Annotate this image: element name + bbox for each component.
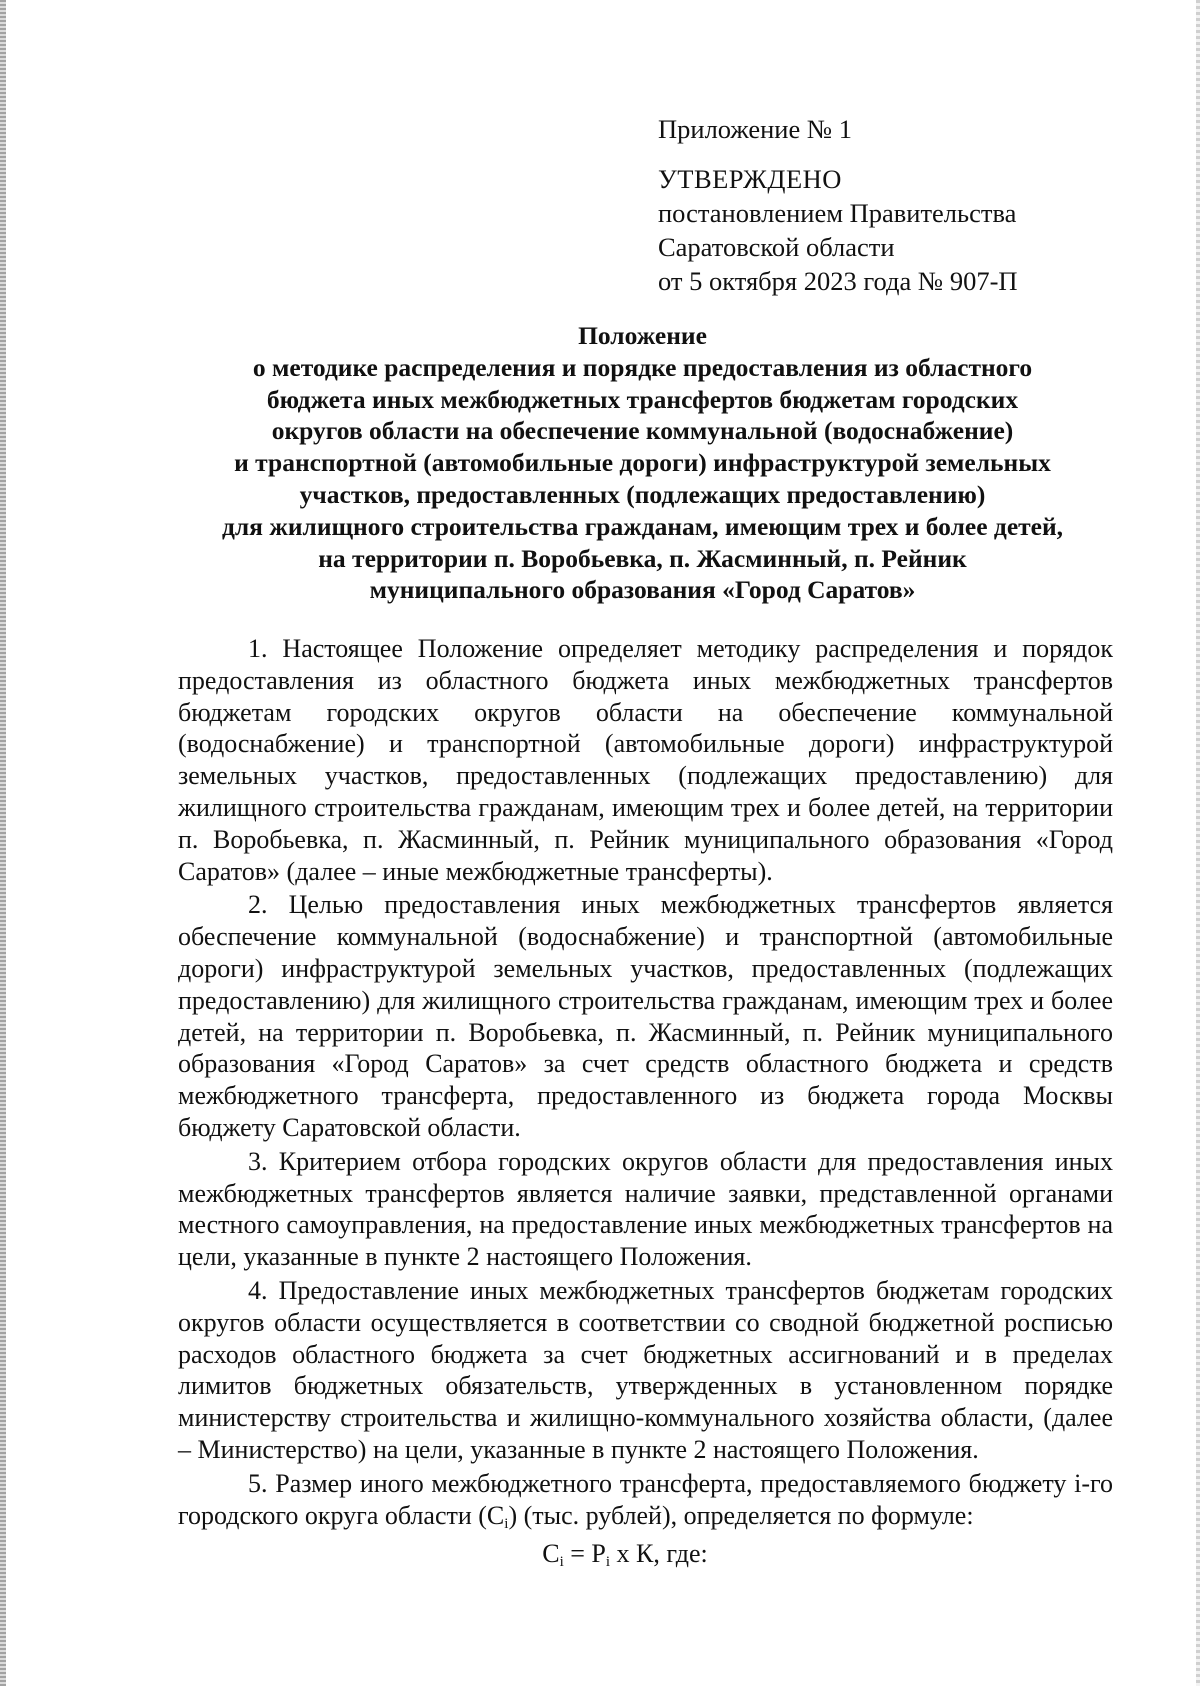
title-line: бюджета иных межбюджетных трансфертов бюджетам городских xyxy=(266,384,1019,414)
approved-label: УТВЕРЖДЕНО xyxy=(658,164,842,194)
document-body xyxy=(178,633,1113,1533)
paragraph-4: 4. Предоставление иных межбюджетных трансфертов бюджетам городских округов области осуществляется в соответствии со сводной бюджетной росписью расходов областного бюджета за счет бюджетных ассигнований и в пределах лимитов бюджетных обязательств, утвержденных в установленном порядке министерству строительства и жилищно-коммунального хозяйства области, (далее – Министерство) на цели, указанные в пункте 2 настоящего Положения. xyxy=(178,1275,1113,1464)
paragraph-3: 3. Критерием отбора городских округов области для предоставления иных межбюджетных трансфертов является наличие заявки, представленной органами местного самоуправления, на предоставление иных межбюджетных трансфертов на цели, указанные в пункте 2 настоящего Положения. xyxy=(178,1146,1113,1272)
paragraph-5-text-end: ) (тыс. рублей), определяется по формуле: xyxy=(508,1500,974,1530)
document-title xyxy=(150,320,1135,606)
title-line: участков, предоставленных (подлежащих предоставлению) xyxy=(299,479,986,509)
title-line: округов области на обеспечение коммунальной (водоснабжение) xyxy=(271,416,1014,446)
paragraph-5-text: 5. Размер иного межбюджетного трансферта, предоставляемого бюджету i-го городского округа области (С xyxy=(178,1468,1113,1530)
approval-line-3: от 5 октября 2023 года № 907-П xyxy=(658,266,1018,296)
paragraph-5 xyxy=(178,1468,1113,1532)
title-line: муниципального образования «Город Саратов» xyxy=(369,575,916,605)
formula-rest: х К, где: xyxy=(610,1539,708,1568)
scan-edge-right xyxy=(1196,0,1200,1686)
approval-line-1: постановлением Правительства xyxy=(658,198,1017,228)
title-line: для жилищного строительства гражданам, имеющим трех и более детей, xyxy=(221,511,1064,541)
formula xyxy=(0,1538,1200,1570)
paragraph-2: 2. Целью предоставления иных межбюджетных трансфертов является обеспечение коммунальной (водоснабжение) и транспортной (автомобильные дороги) инфраструктурой земельных участков, предоставленных (подлежащих предоставлению) для жилищного строительства гражданам, имеющим трех и более детей, на территории п. Воробьевка, п. Жасминный, п. Рейник муниципального образования «Город Саратов» за счет средств областного бюджета и средств межбюджетного трансферта, предоставленного из бюджета города Москвы бюджету Саратовской области. xyxy=(178,890,1113,1142)
formula-eq: = Р xyxy=(563,1539,606,1568)
approval-block xyxy=(658,112,1178,298)
formula-c: С xyxy=(542,1539,560,1568)
appendix-label: Приложение № 1 xyxy=(658,114,853,144)
paragraph-1: 1. Настоящее Положение определяет методику распределения и порядок предоставления из областного бюджета иных межбюджетных трансфертов бюджетам городских округов области на обеспечение коммунальной (водоснабжение) и транспортной (автомобильные дороги) инфраструктурой земельных участков, предоставленных (подлежащих предоставлению) для жилищного строительства гражданам, имеющим трех и более детей, на территории п. Воробьевка, п. Жасминный, п. Рейник муниципального образования «Город Саратов» (далее – иные межбюджетные трансферты). xyxy=(178,634,1113,886)
title-heading: Положение xyxy=(578,321,707,350)
title-line: и транспортной (автомобильные дороги) инфраструктурой земельных xyxy=(234,448,1051,478)
scan-edge-left xyxy=(0,0,6,1686)
title-line: на территории п. Воробьевка, п. Жасминный, п. Рейник xyxy=(318,543,967,573)
approval-line-2: Саратовской области xyxy=(658,232,895,262)
paragraph-5-subscript: i xyxy=(504,1515,509,1532)
formula-c-subscript: i xyxy=(559,1554,564,1570)
title-line: о методике распределения и порядке предоставления из областного xyxy=(252,352,1033,382)
formula-p-subscript: i xyxy=(605,1554,611,1570)
